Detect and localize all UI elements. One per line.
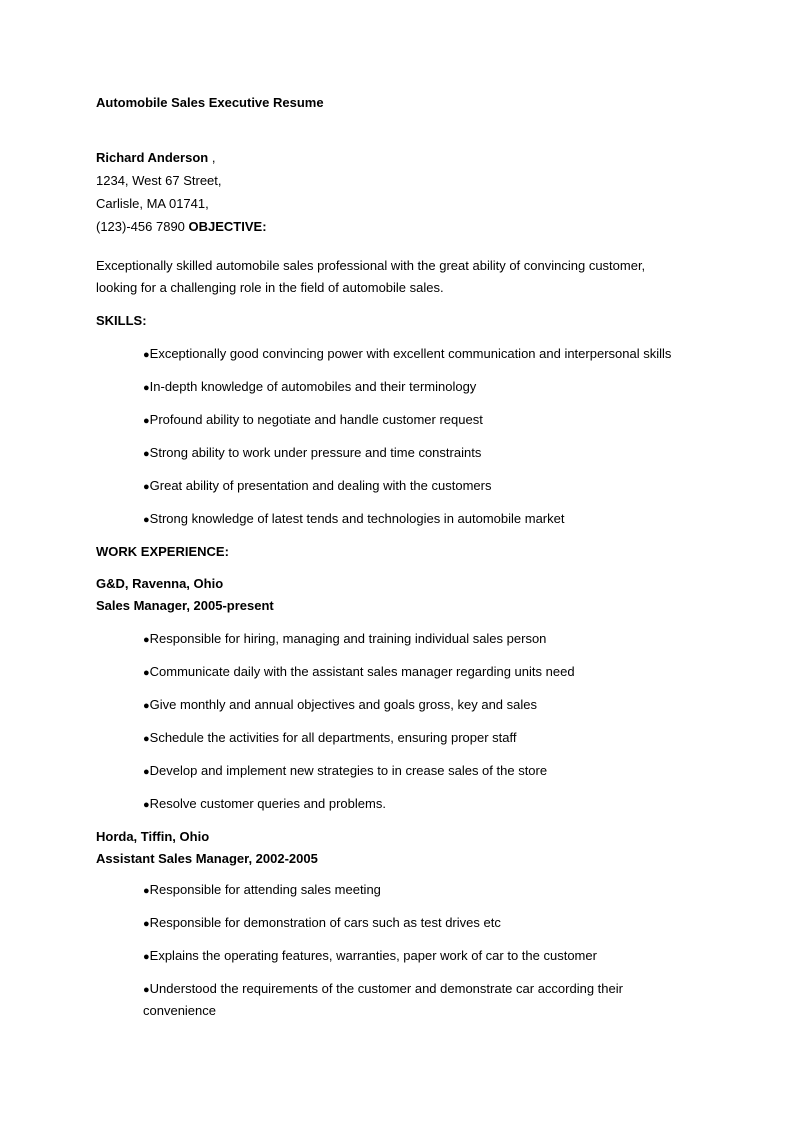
job-role: Sales Manager, 2005-present	[96, 598, 274, 613]
contact-name: Richard Anderson	[96, 150, 209, 165]
skills-heading: SKILLS:	[96, 313, 147, 328]
job-company: Horda, Tiffin, Ohio	[96, 829, 210, 844]
job-duty-item: ●Responsible for hiring, managing and training individual sales person	[143, 631, 547, 646]
bullet-icon: ●	[143, 514, 150, 526]
job-company: G&D, Ravenna, Ohio	[96, 576, 224, 591]
bullet-icon: ●	[143, 700, 150, 712]
job-duty-item: ●Communicate daily with the assistant sales manager regarding units need	[143, 664, 575, 679]
job-duty-item: ●Responsible for attending sales meeting	[143, 882, 381, 897]
skill-item: ●Strong ability to work under pressure and time constraints	[143, 445, 482, 460]
bullet-icon: ●	[143, 951, 150, 963]
bullet-icon: ●	[143, 448, 150, 460]
bullet-icon: ●	[143, 766, 150, 778]
job-duty-item-continuation: convenience	[143, 1003, 216, 1018]
objective-line-1: Exceptionally skilled automobile sales professional with the great ability of convincing customer,	[96, 258, 646, 273]
address-line-1: 1234, West 67 Street,	[96, 173, 222, 188]
address-line-2: Carlisle, MA 01741,	[96, 196, 209, 211]
bullet-icon: ●	[143, 382, 150, 394]
bullet-icon: ●	[143, 918, 150, 930]
phone: (123)-456 7890	[96, 219, 189, 234]
job-role: Assistant Sales Manager, 2002-2005	[96, 851, 318, 866]
job-duty-item: ●Give monthly and annual objectives and goals gross, key and sales	[143, 697, 537, 712]
job-duty-item: ●Schedule the activities for all departments, ensuring proper staff	[143, 730, 517, 745]
bullet-icon: ●	[143, 885, 150, 897]
job-duty-item: ●Explains the operating features, warranties, paper work of car to the customer	[143, 948, 597, 963]
job-duty-item: ●Resolve customer queries and problems.	[143, 796, 386, 811]
skill-item: ●In-depth knowledge of automobiles and their terminology	[143, 379, 477, 394]
job-duty-item: ●Develop and implement new strategies to in crease sales of the store	[143, 763, 548, 778]
bullet-icon: ●	[143, 799, 150, 811]
objective-heading: OBJECTIVE:	[188, 219, 267, 234]
objective-line-2: looking for a challenging role in the field of automobile sales.	[96, 280, 444, 295]
bullet-icon: ●	[143, 481, 150, 493]
bullet-icon: ●	[143, 733, 150, 745]
skill-item: ●Great ability of presentation and dealing with the customers	[143, 478, 492, 493]
bullet-icon: ●	[143, 984, 150, 996]
bullet-icon: ●	[143, 634, 150, 646]
job-duty-item: ●Responsible for demonstration of cars such as test drives etc	[143, 915, 501, 930]
bullet-icon: ●	[143, 349, 150, 361]
skill-item: ●Strong knowledge of latest tends and technologies in automobile market	[143, 511, 565, 526]
job-duty-item: ●Understood the requirements of the customer and demonstrate car according their	[143, 981, 623, 996]
contact-name-line	[96, 150, 215, 166]
contact-name-suffix: ,	[208, 150, 216, 165]
document-title: Automobile Sales Executive Resume	[96, 95, 324, 110]
skill-item: ●Exceptionally good convincing power with excellent communication and interpersonal skills	[143, 346, 672, 361]
bullet-icon: ●	[143, 415, 150, 427]
phone-line	[96, 219, 267, 235]
skill-item: ●Profound ability to negotiate and handle customer request	[143, 412, 483, 427]
bullet-icon: ●	[143, 667, 150, 679]
work-experience-heading: WORK EXPERIENCE:	[96, 544, 229, 559]
